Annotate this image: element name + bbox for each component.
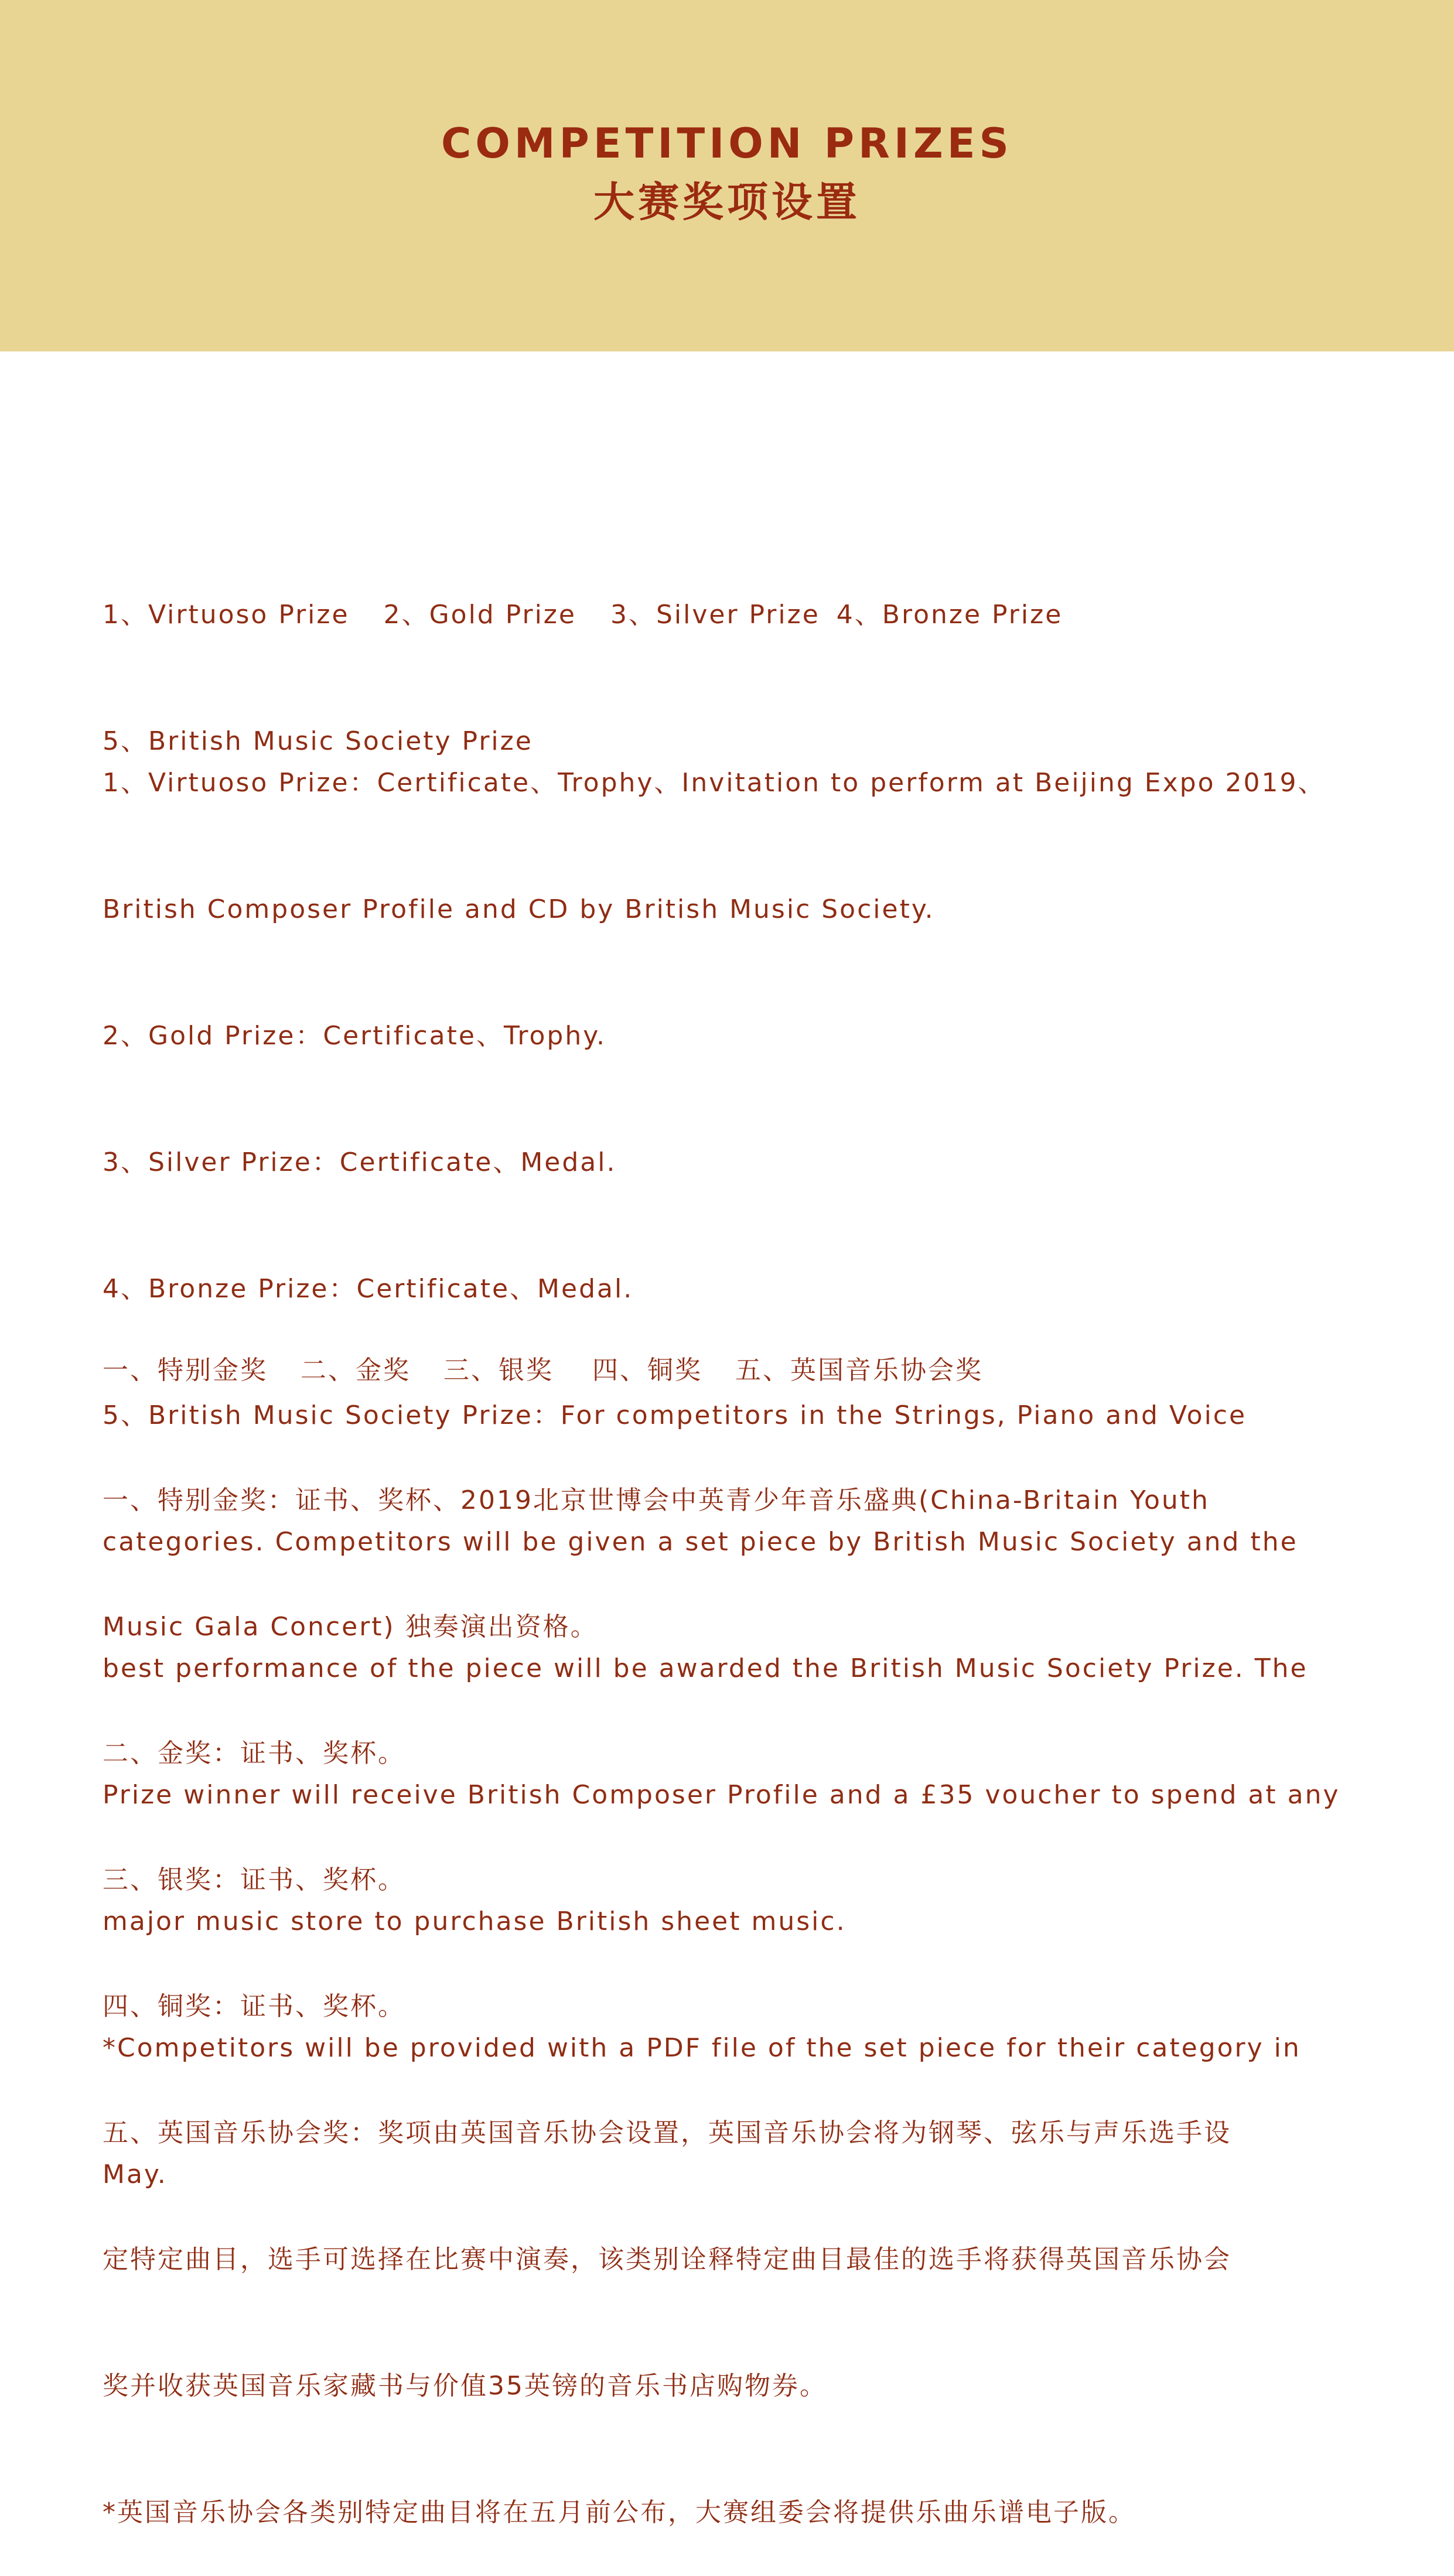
prize-item: 2、Gold Prize [383, 600, 576, 630]
paragraph-line: 五、英国音乐协会奖：奖项由英国音乐协会设置，英国音乐协会将为钢琴、弦乐与声乐选手设 [103, 2118, 1231, 2148]
paragraph-line: 5、British Music Society Prize：For competitors in the Strings, Piano and Voice [103, 1400, 1247, 1430]
prize-item: 3、Silver Prize [610, 600, 820, 630]
paragraph-line: major music store to purchase British sheet music. [103, 1907, 847, 1936]
paragraph-line: 1、Virtuoso Prize：Certificate、Trophy、Invitation to perform at Beijing Expo 2019、 [103, 768, 1326, 798]
paragraph-line: categories. Competitors will be given a set piece by British Music Society and the [103, 1527, 1298, 1557]
paragraph-line: British Composer Profile and CD by British Music Society. [103, 894, 935, 924]
page-title-english: COMPETITION PRIZES [441, 119, 1013, 168]
paragraph-line: 定特定曲目，选手可选择在比赛中演奏，该类别诠释特定曲目最佳的选手将获得英国音乐协会 [103, 2244, 1231, 2274]
paragraph-line: *Competitors will be provided with a PDF file of the set piece for their category in [103, 2033, 1301, 2063]
prize-item: 二、金奖 [301, 1355, 411, 1385]
paragraph-line: 二、金奖：证书、奖杯。 [103, 1738, 405, 1768]
paragraph-line: May. [103, 2160, 168, 2189]
prize-item: 三、银奖 [443, 1355, 554, 1385]
paragraph-line: Music Gala Concert) 独奏演出资格。 [103, 1612, 598, 1642]
paragraph-line: 四、铜奖：证书、奖杯。 [103, 1991, 405, 2021]
prize-item: 四、铜奖 [592, 1355, 702, 1385]
prize-list-row [103, 594, 1356, 636]
paragraph-line: 4、Bronze Prize：Certificate、Medal. [103, 1274, 634, 1304]
paragraph-line: best performance of the piece will be awarded the British Music Society Prize. The [103, 1653, 1308, 1683]
paragraph-line: 3、Silver Prize：Certificate、Medal. [103, 1147, 617, 1177]
prize-details-chinese [103, 1395, 1356, 2576]
prize-item: 5、British Music Society Prize [103, 726, 533, 756]
prize-item: 4、Bronze Prize [836, 600, 1063, 630]
paragraph-line: 三、银奖：证书、奖杯。 [103, 1865, 405, 1895]
paragraph-line: 一、特别金奖：证书、奖杯、2019北京世博会中英青少年音乐盛典(China-Britain Youth [103, 1485, 1210, 1515]
prize-item: 一、特别金奖 [103, 1355, 268, 1385]
paragraph-line: *英国音乐协会各类别特定曲目将在五月前公布，大赛组委会将提供乐曲乐谱电子版。 [103, 2498, 1136, 2527]
prize-list-row [103, 1350, 1356, 1392]
prize-item: 五、英国音乐协会奖 [735, 1355, 983, 1385]
paragraph-line: Prize winner will receive British Composer Profile and a £35 voucher to spend at any [103, 1780, 1340, 1810]
prize-item: 1、Virtuoso Prize [103, 600, 350, 630]
header-banner [0, 0, 1454, 351]
paragraph-line: 奖并收获英国音乐家藏书与价值35英镑的音乐书店购物券。 [103, 2371, 827, 2401]
paragraph-line: 2、Gold Prize：Certificate、Trophy. [103, 1021, 606, 1051]
page-title-chinese: 大赛奖项设置 [593, 178, 861, 226]
